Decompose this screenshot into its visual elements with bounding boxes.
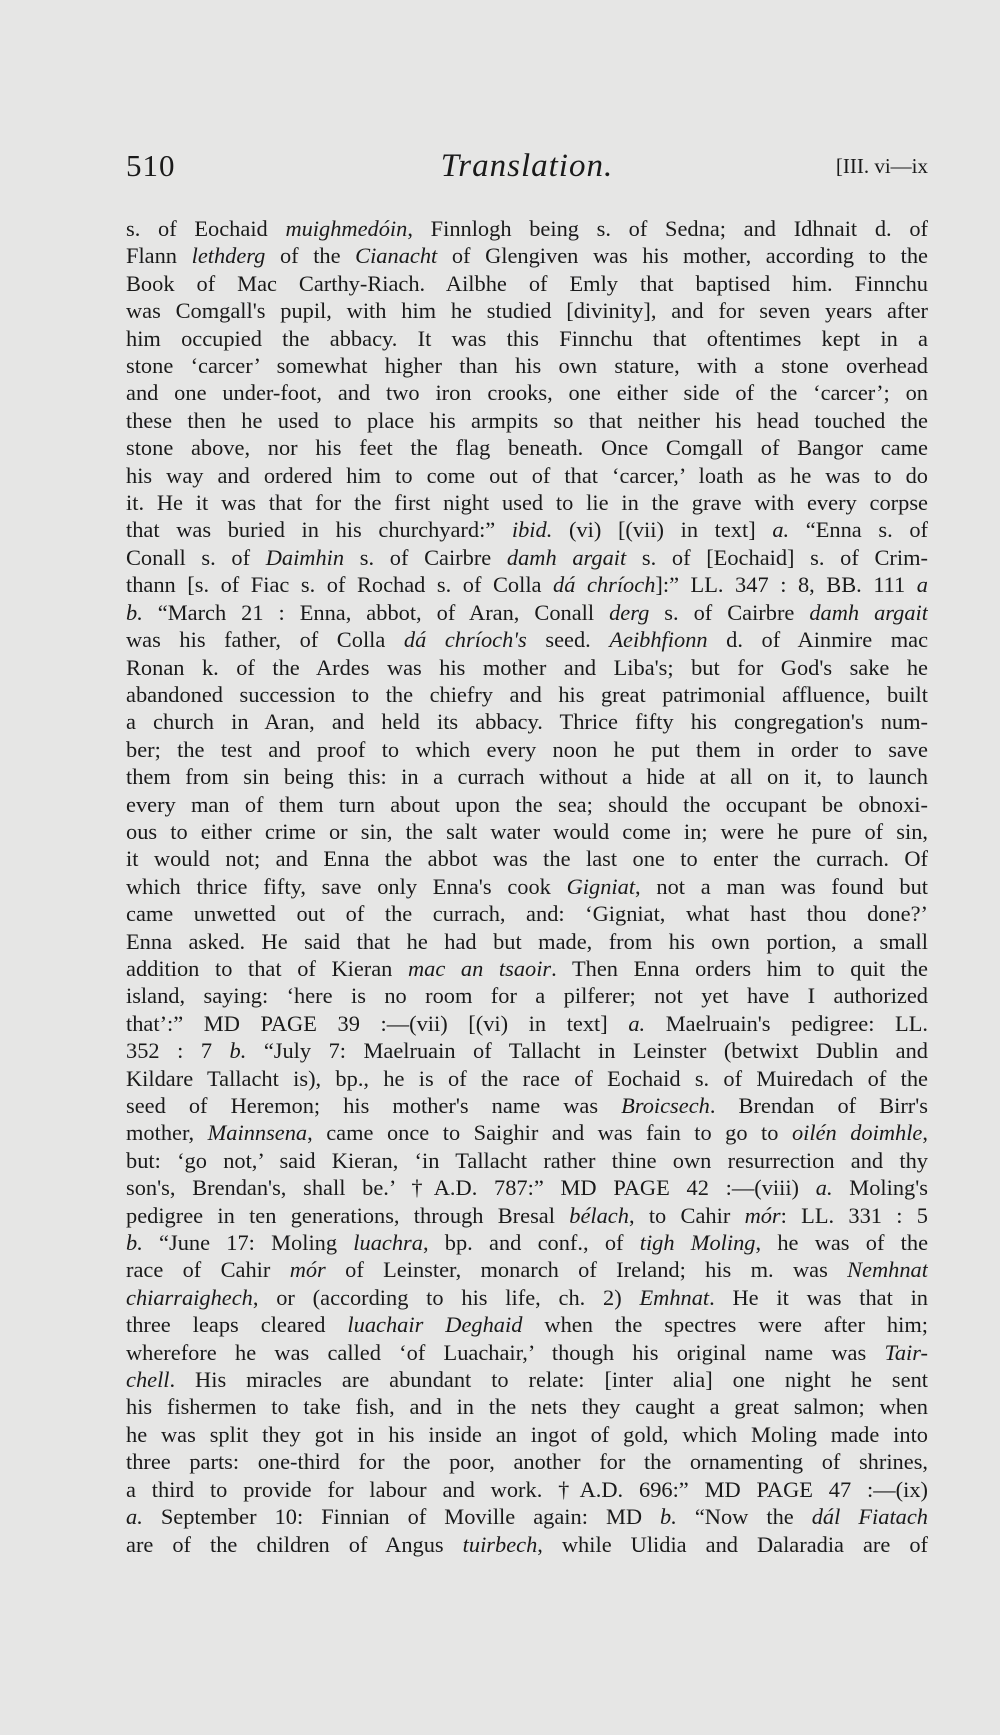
- text-line: but: ‘go not,’ said Kieran, ‘in Tallacht rather thine own resurrection and thy: [126, 1147, 928, 1173]
- text-line: ous to either crime or sin, the salt water would come in; were he pure of sin,: [126, 818, 928, 844]
- text-line: b. “March 21 : Enna, abbot, of Aran, Conall derg s. of Cairbre damh argait: [126, 599, 928, 625]
- text-line: and one under-foot, and two iron crooks, one either side of the ‘carcer’; on: [126, 380, 928, 406]
- text-line: every man of them turn about upon the sea; should the occupant be obnoxi-: [126, 791, 928, 817]
- text-line: abandoned succession to the chiefry and his great patrimonial affluence, built: [126, 681, 928, 707]
- text-line: Kildare Tallacht is), bp., he is of the race of Eochaid s. of Muiredach of the: [126, 1065, 928, 1091]
- text-line: Book of Mac Carthy-Riach. Ailbhe of Emly that baptised him. Finnchu: [126, 270, 928, 296]
- text-line: seed of Heremon; his mother's name was Broicsech. Brendan of Birr's: [126, 1093, 928, 1118]
- text-line: 352 : 7 b. “July 7: Maelruain of Tallacht in Leinster (betwixt Dublin and: [126, 1038, 928, 1064]
- text-line: b. “June 17: Moling luachra, bp. and conf., of tigh Moling, he was of the: [126, 1230, 928, 1256]
- section-reference: [III. vi—ix: [835, 154, 928, 178]
- text-line: thann [s. of Fiac s. of Rochad s. of Colla dá chríoch]:” LL. 347 : 8, BB. 111 a: [126, 572, 928, 598]
- running-head: Translation.: [440, 148, 614, 184]
- body-text: [126, 215, 928, 1558]
- text-line: ber; the test and proof to which every noon he put them in order to save: [126, 736, 928, 762]
- page-header: [126, 148, 928, 192]
- text-line: addition to that of Kieran mac an tsaoir. Then Enna orders him to quit the: [126, 955, 928, 981]
- text-line: it would not; and Enna the abbot was the last one to enter the currach. Of: [126, 846, 928, 872]
- text-line: s. of Eochaid muighmedóin, Finnlogh being s. of Sedna; and Idhnait d. of: [126, 216, 928, 241]
- text-line: pedigree in ten generations, through Bresal bélach, to Cahir mór: LL. 331 : 5: [126, 1202, 928, 1228]
- text-line: a. September 10: Finnian of Moville again: MD b. “Now the dál Fiatach: [126, 1504, 928, 1530]
- text-line: it. He it was that for the first night used to lie in the grave with every corpse: [126, 490, 928, 516]
- text-line: stone ‘carcer’ somewhat higher than his own stature, with a stone overhead: [126, 353, 928, 379]
- text-line: was his father, of Colla dá chríoch's seed. Aeibhfionn d. of Ainmire mac: [126, 627, 928, 653]
- text-line: son's, Brendan's, shall be.’ †A.D. 787:” MD PAGE 42 :—(viii) a. Moling's: [126, 1175, 928, 1201]
- text-line: that’:” MD PAGE 39 :—(vii) [(vi) in text] a. Maelruain's pedigree: LL.: [126, 1010, 928, 1036]
- text-line: island, saying: ‘here is no room for a pilferer; not yet have I authorized: [126, 983, 928, 1009]
- text-line: mother, Mainnsena, came once to Saighir and was fain to go to oilén doimhle,: [126, 1120, 928, 1146]
- text-line: are of the children of Angus tuirbech, while Ulidia and Dalaradia are of: [126, 1531, 928, 1557]
- text-line: a third to provide for labour and work. †A.D. 696:” MD PAGE 47 :—(ix): [126, 1476, 928, 1502]
- page-number: 510: [126, 148, 176, 183]
- text-line: which thrice fifty, save only Enna's cook Gigniat, not a man was found but: [126, 873, 928, 899]
- text-line: these then he used to place his armpits so that neither his head touched the: [126, 407, 928, 433]
- text-line: a church in Aran, and held its abbacy. Thrice fifty his congregation's num-: [126, 709, 928, 735]
- text-line: Flann lethderg of the Cianacht of Glengiven was his mother, according to the: [126, 243, 928, 269]
- text-line: his fishermen to take fish, and in the nets they caught a great salmon; when: [126, 1394, 928, 1420]
- text-line: was Comgall's pupil, with him he studied [divinity], and for seven years after: [126, 298, 928, 324]
- text-line: them from sin being this: in a currach without a hide at all on it, to launch: [126, 764, 928, 790]
- text-line: him occupied the abbacy. It was this Finnchu that oftentimes kept in a: [126, 325, 928, 351]
- text-line: his way and ordered him to come out of that ‘carcer,’ loath as he was to do: [126, 462, 928, 488]
- text-line: that was buried in his churchyard:” ibid. (vi) [(vii) in text] a. “Enna s. of: [126, 517, 928, 543]
- text-line: wherefore he was called ‘of Luachair,’ though his original name was Tair-: [126, 1339, 928, 1365]
- text-line: Enna asked. He said that he had but made, from his own portion, a small: [126, 928, 928, 954]
- text-line: chell. His miracles are abundant to relate: [inter alia] one night he sent: [126, 1367, 928, 1393]
- text-line: race of Cahir mór of Leinster, monarch of Ireland; his m. was Nemhnat: [126, 1257, 928, 1283]
- text-line: came unwetted out of the currach, and: ‘Gigniat, what hast thou done?’: [126, 901, 928, 927]
- text-line: he was split they got in his inside an ingot of gold, which Moling made into: [126, 1421, 928, 1447]
- text-line: Ronan k. of the Ardes was his mother and Liba's; but for God's sake he: [126, 654, 928, 680]
- text-line: chiarraighech, or (according to his life, ch. 2) Emhnat. He it was that in: [126, 1284, 928, 1310]
- text-line: three parts: one-third for the poor, another for the ornamenting of shrines,: [126, 1449, 928, 1475]
- text-line: three leaps cleared luachair Deghaid when the spectres were after him;: [126, 1312, 928, 1338]
- text-line: stone above, nor his feet the flag beneath. Once Comgall of Bangor came: [126, 435, 928, 461]
- text-line: Conall s. of Daimhin s. of Cairbre damh argait s. of [Eochaid] s. of Crim-: [126, 544, 928, 570]
